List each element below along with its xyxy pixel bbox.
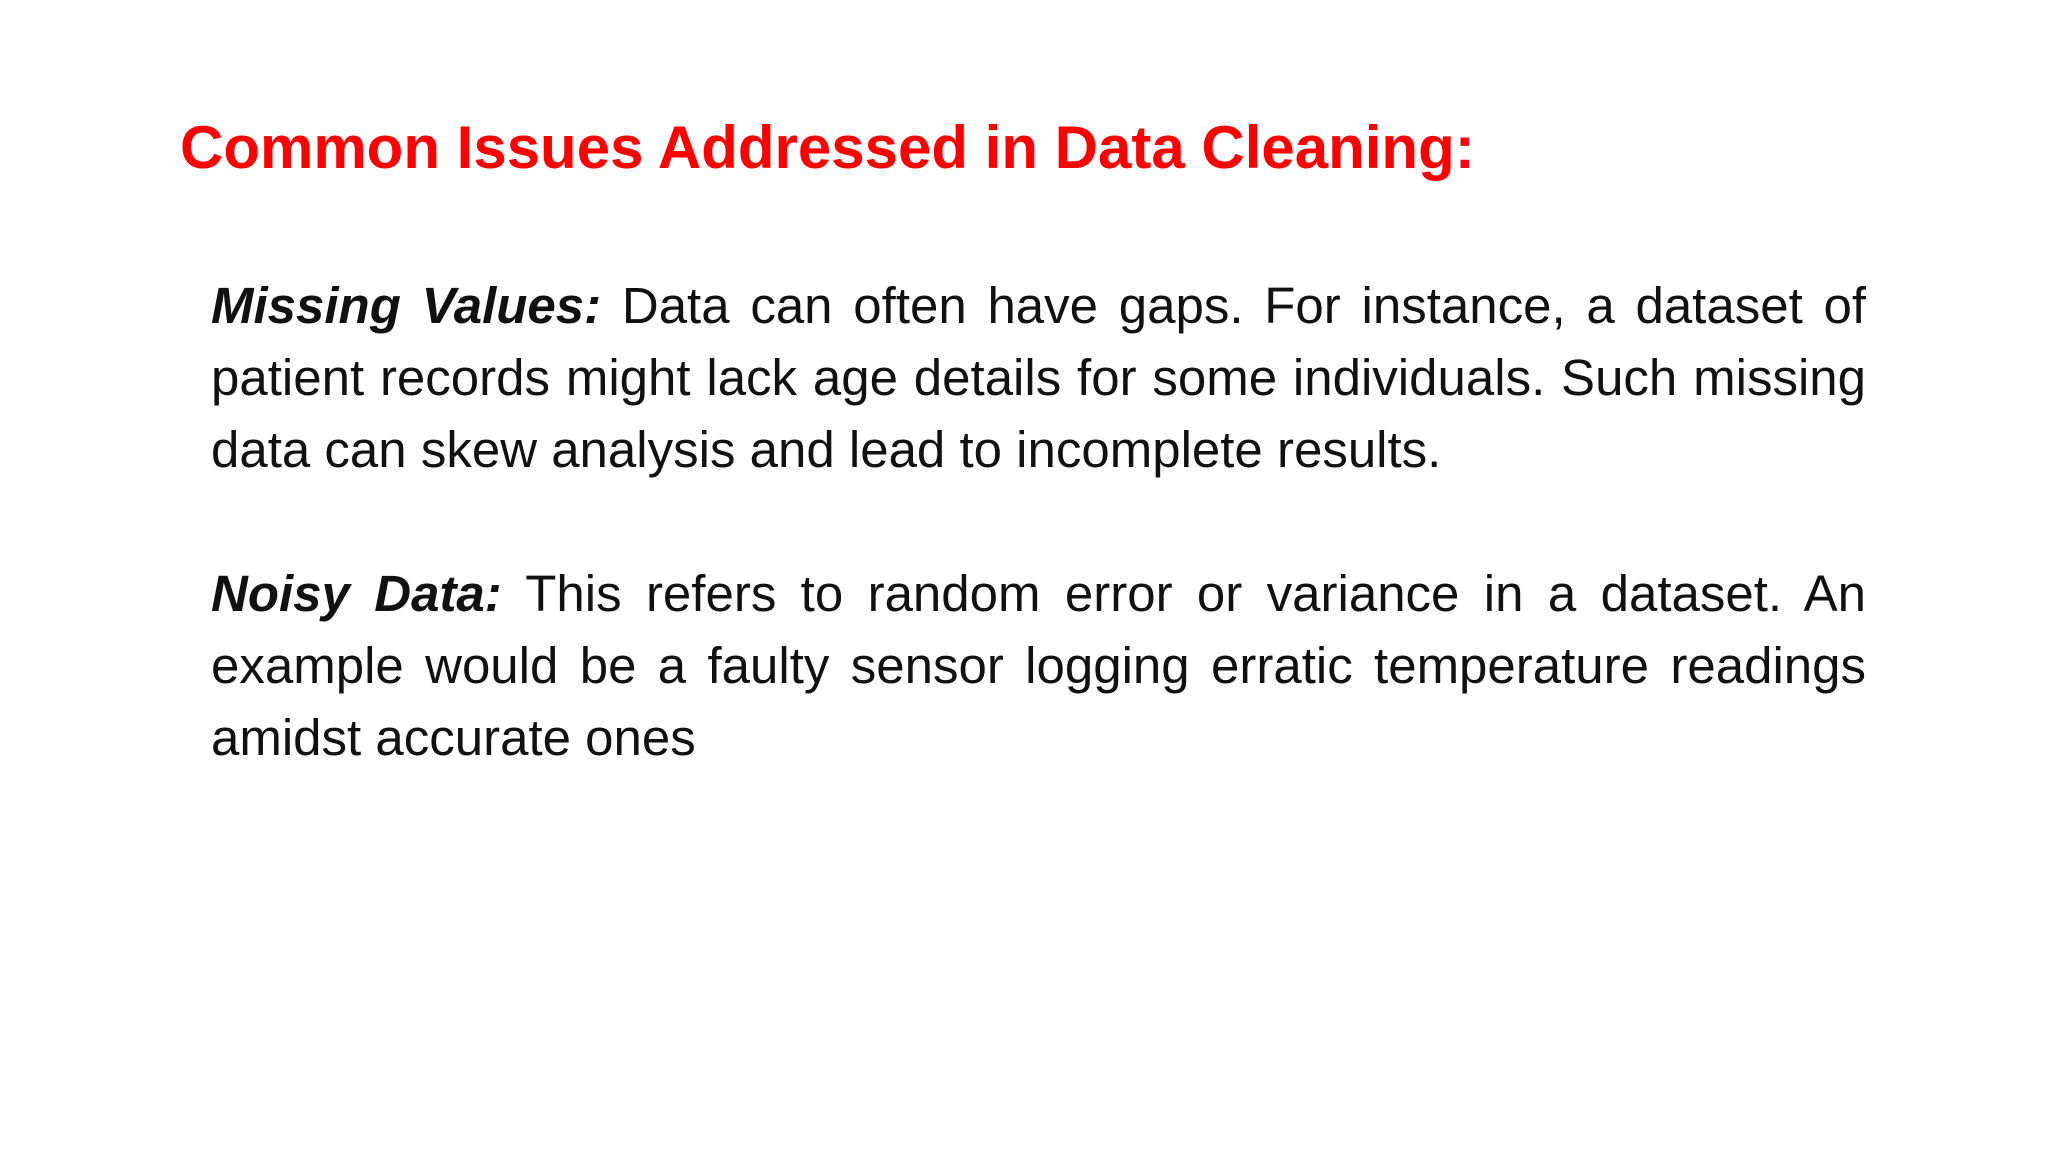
- description-missing-values: Data can often have gaps. For instance, a dataset of patient records might lack age details for some individuals. Such missing data can skew analysis and lead to incomplete results.: [211, 277, 1867, 478]
- term-missing-values: Missing Values:: [211, 277, 602, 334]
- slide-title: Common Issues Addressed in Data Cleaning:: [180, 114, 1475, 181]
- slide-content: [211, 270, 1866, 846]
- paragraph-noisy-data: [211, 558, 1866, 774]
- description-noisy-data: This refers to random error or variance in a dataset. An example would be a faulty sensor logging erratic temperature readings amidst accurate ones: [211, 565, 1866, 766]
- term-noisy-data: Noisy Data:: [211, 565, 502, 622]
- paragraph-missing-values: [211, 270, 1866, 486]
